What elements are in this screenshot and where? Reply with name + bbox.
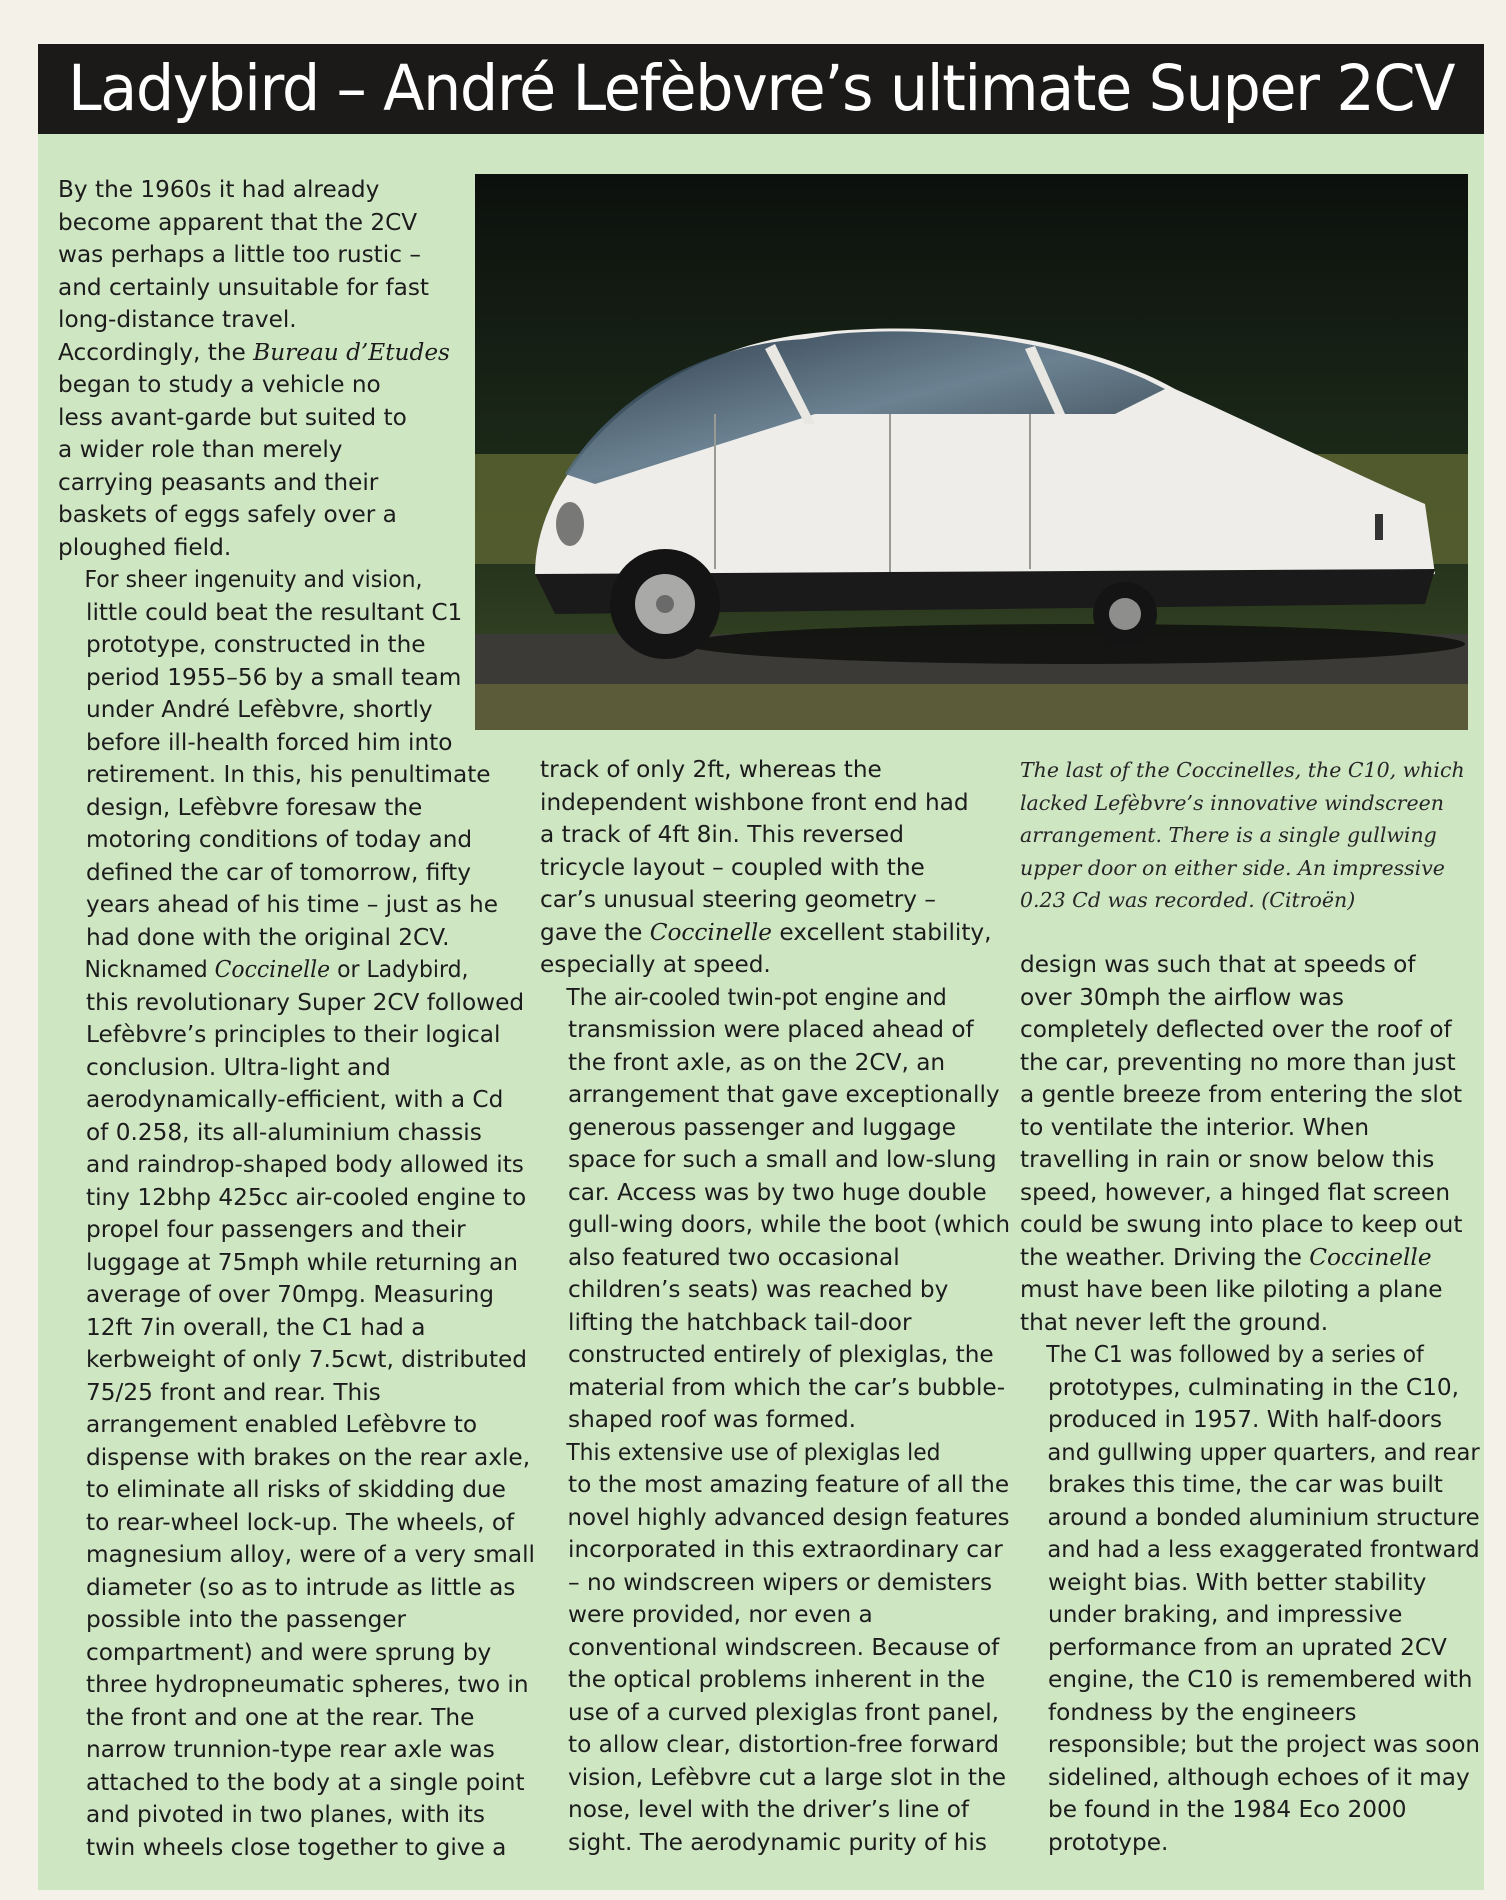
front-slot [556,502,584,546]
text-line: twin wheels close together to give a [86,1833,507,1861]
text-line: began to study a vehicle no [58,371,381,398]
text-line: prototypes, culminating in the C10, [1048,1373,1459,1401]
text-line: Accordingly, the Bureau d’Etudes [58,338,450,366]
text-line: and had a less exaggerated frontward [1047,1536,1480,1563]
text-line: also featured two occasional [568,1243,900,1271]
text-line: design, Lefèbvre foresaw the [86,793,423,821]
text-line: the weather. Driving the Coccinelle [1020,1243,1432,1271]
text-line: aerodynamically-efficient, with a Cd [86,1086,504,1113]
text-line: three hydropneumatic spheres, two in [86,1671,529,1698]
paragraph [540,1437,1010,1860]
text-line: incorporated in this extraordinary car [568,1536,1003,1563]
photo-caption [1020,754,1480,917]
text-line: material from which the car’s bubble- [568,1373,1006,1401]
text-line: gave the Coccinelle excellent stability, [540,918,992,946]
text-line: magnesium alloy, were of a very small [86,1541,535,1568]
text-line: fondness by the engineers [1048,1698,1357,1726]
text-line: sight. The aerodynamic purity of his [568,1828,987,1856]
caption-line: lacked Lefèbvre’s innovative windscreen [1020,790,1444,815]
article-title: Ladybird – André Lefèbvre’s ultimate Super 2CV [68,52,1455,125]
caption-line: upper door on either side. An impressive [1020,855,1445,880]
text-line: be found in the 1984 Eco 2000 [1048,1796,1407,1823]
text-line: around a bonded aluminium structure [1047,1503,1480,1531]
text-line: the front axle, as on the 2CV, an [568,1048,946,1076]
text-line: For sheer ingenuity and vision, [84,566,423,593]
car-photo [475,174,1468,730]
text-line: – no windscreen wipers or demisters [568,1568,993,1596]
text-line: the optical problems inherent in the [568,1666,986,1693]
text-line: space for such a small and low-slung [568,1146,997,1173]
text-line: defined the car of tomorrow, fifty [86,858,471,886]
paragraph [1020,1339,1480,1859]
text-line: conclusion. Ultra-light and [86,1053,391,1081]
text-line: lifting the hatchback tail-door [568,1308,912,1336]
text-line: motoring conditions of today and [86,826,473,853]
text-line: completely deflected over the roof of [1020,1016,1452,1043]
text-line: the car, preventing no more than just [1020,1048,1456,1076]
text-line: 12ft 7in overall, the C1 had a [86,1313,426,1341]
text-line: a track of 4ft 8in. This reversed [540,821,904,848]
text-line: that never left the ground. [1020,1308,1329,1336]
text-line: possible into the passenger [86,1606,407,1633]
text-line: long-distance travel. [58,306,297,333]
text-line: design was such that at speeds of [1020,951,1416,978]
text-line: tiny 12bhp 425cc air-cooled engine to [86,1183,527,1211]
text-line: ploughed field. [58,533,232,561]
title-bar [38,44,1484,134]
text-line: engine, the C10 is remembered with [1048,1666,1473,1693]
text-line: was perhaps a little too rustic – [58,241,421,268]
car-photo-icon [475,174,1468,730]
text-line: to eliminate all risks of skidding due [86,1476,506,1503]
text-line: this revolutionary Super 2CV followed [86,988,525,1016]
text-line: tricycle layout – coupled with the [540,853,925,881]
text-line: speed, however, a hinged flat screen [1020,1178,1451,1206]
text-line: conventional windscreen. Because of [568,1633,1000,1661]
text-line: The C1 was followed by a series of [1046,1341,1424,1368]
text-line: independent wishbone front end had [540,788,969,816]
text-line: were provided, nor even a [568,1601,873,1628]
text-line: before ill-health forced him into [86,728,453,756]
paragraph [540,754,1010,982]
text-line: become apparent that the 2CV [58,208,418,236]
foreground-grass [475,684,1468,730]
text-line: constructed entirely of plexiglas, the [568,1341,994,1368]
text-line: transmission were placed ahead of [568,1016,974,1043]
text-line: vision, Lefèbvre cut a large slot in the [568,1763,1006,1791]
text-line: less avant-garde but suited to [58,403,407,431]
text-column-2 [540,754,1010,1859]
text-line: Lefèbvre’s principles to their logical [86,1021,501,1048]
text-line: car. Access was by two huge double [568,1178,987,1206]
text-line: to rear-wheel lock-up. The wheels, of [86,1508,515,1536]
paragraph [1020,949,1480,1339]
text-line: This extensive use of plexiglas led [566,1438,941,1466]
text-line: of 0.258, its all-aluminium chassis [86,1118,482,1146]
text-line: nose, level with the driver’s line of [568,1796,970,1823]
text-line: and gullwing upper quarters, and rear [1047,1438,1480,1466]
text-line: average of over 70mpg. Measuring [86,1281,495,1308]
text-line: dispense with brakes on the rear axle, [86,1443,531,1471]
paragraph [540,982,1010,1437]
text-line: arrangement enabled Lefèbvre to [86,1411,478,1438]
text-line: to the most amazing feature of all the [568,1471,1010,1498]
text-line: travelling in rain or snow below this [1020,1146,1435,1173]
text-line: must have been like piloting a plane [1020,1276,1443,1303]
text-line: diameter (so as to intrude as little as [86,1573,516,1601]
text-line: 75/25 front and rear. This [86,1378,381,1406]
text-line: propel four passengers and their [86,1216,466,1243]
text-line: and certainly unsuitable for fast [58,273,430,301]
text-line: under André Lefèbvre, shortly [86,696,433,723]
text-line: novel highly advanced design features [567,1503,1010,1531]
text-column-3 [1020,949,1480,1859]
text-line: sidelined, although echoes of it may [1048,1763,1470,1791]
text-line: narrow trunnion-type rear axle was [86,1736,495,1763]
text-line: responsible; but the project was soon [1047,1731,1481,1758]
text-line: a wider role than merely [58,436,343,463]
front-wheel-cap [656,595,674,613]
text-line: the front and one at the rear. The [86,1703,475,1731]
text-line: a gentle breeze from entering the slot [1020,1081,1463,1108]
text-line: prototype, constructed in the [86,631,426,658]
text-line: track of only 2ft, whereas the [540,756,882,783]
text-line: and pivoted in two planes, with its [86,1801,485,1828]
text-line: under braking, and impressive [1048,1601,1403,1628]
text-line: could be swung into place to keep out [1020,1211,1463,1238]
text-line: luggage at 75mph while returning an [86,1248,518,1276]
text-line: Nicknamed Coccinelle or Ladybird, [84,956,469,983]
text-line: The air-cooled twin-pot engine and [566,983,947,1011]
text-line: shaped roof was formed. [568,1406,857,1433]
paragraph [58,954,563,1864]
text-line: attached to the body at a single point [86,1768,525,1796]
car-shadow [685,624,1465,664]
text-line: retirement. In this, his penultimate [86,761,491,788]
text-line: performance from an uprated 2CV [1048,1633,1447,1661]
magazine-page [38,44,1484,1890]
text-line: baskets of eggs safely over a [58,501,397,528]
text-line: had done with the original 2CV. [86,923,450,951]
text-line: compartment) and were sprung by [86,1638,492,1666]
rear-vent [1375,514,1383,540]
text-line: children’s seats) was reached by [568,1276,949,1303]
text-line: and raindrop-shaped body allowed its [86,1151,524,1178]
text-line: over 30mph the airflow was [1020,983,1344,1011]
text-line: to ventilate the interior. When [1020,1113,1370,1141]
text-line: years ahead of his time – just as he [86,891,498,918]
text-line: kerbweight of only 7.5cwt, distributed [86,1346,528,1373]
text-line: brakes this time, the car was built [1048,1471,1443,1498]
text-line: gull-wing doors, while the boot (which [568,1211,1011,1238]
text-line: to allow clear, distortion-free forward [568,1731,1000,1758]
caption-line: 0.23 Cd was recorded. (Citroën) [1020,888,1356,912]
text-line: little could beat the resultant C1 [86,598,463,626]
rear-wheel-hub [1109,598,1141,630]
text-line: By the 1960s it had already [58,176,380,203]
text-line: arrangement that gave exceptionally [568,1081,1000,1108]
text-line: car’s unusual steering geometry – [540,886,936,913]
text-line: weight bias. With better stability [1048,1568,1427,1596]
text-line: produced in 1957. With half-doors [1048,1406,1443,1433]
text-line: generous passenger and luggage [568,1113,957,1141]
text-line: period 1955–56 by a small team [86,663,462,691]
text-line: especially at speed. [540,951,771,978]
caption-line: The last of the Coccinelles, the C10, which [1020,758,1465,782]
text-line: carrying peasants and their [58,468,379,496]
text-line: prototype. [1048,1828,1169,1856]
text-line: use of a curved plexiglas front panel, [568,1698,1000,1726]
caption-line: arrangement. There is a single gullwing [1020,823,1437,847]
